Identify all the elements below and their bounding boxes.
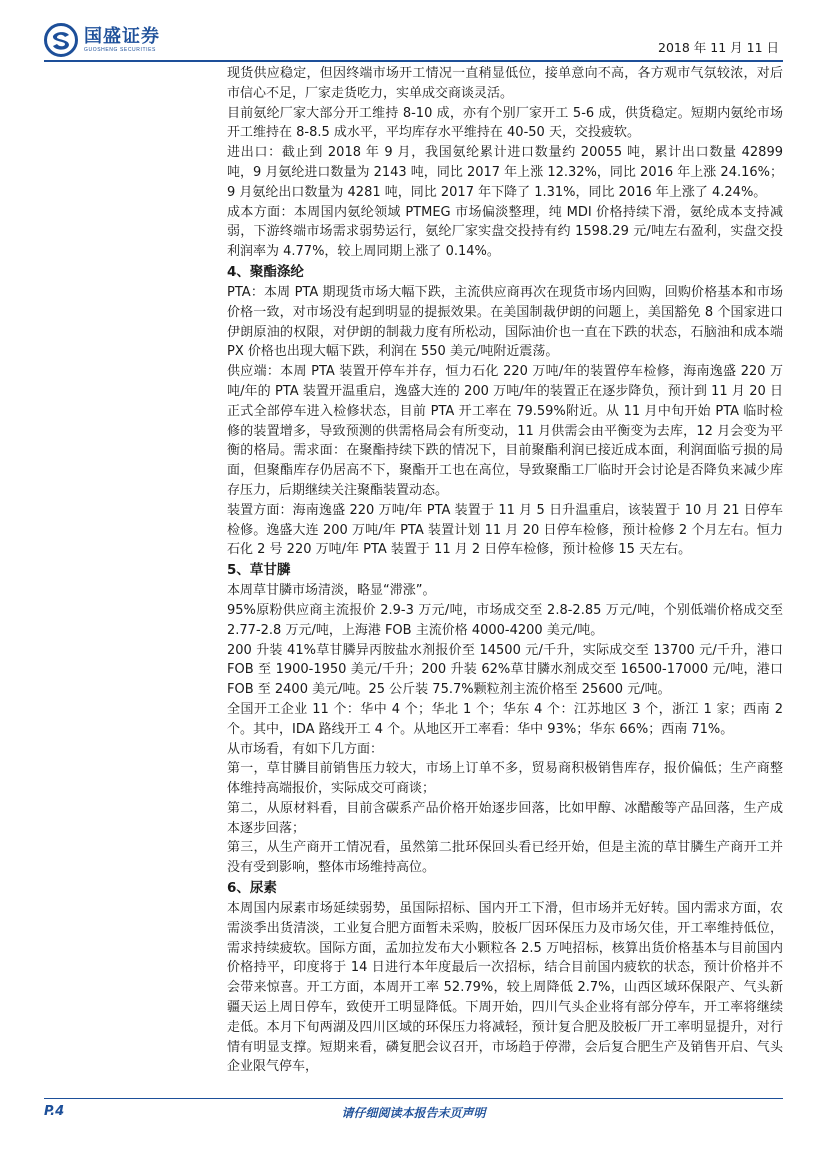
section-heading: 5、草甘膦 <box>227 562 291 579</box>
section-heading: 4、聚酯涤纶 <box>227 263 304 280</box>
paragraph: 第二，从原材料看，目前含碳系产品价格开始逐步回落，比如甲醇、冰醋酸等产品回落，生产成本逐步回落； <box>227 800 783 836</box>
header-divider <box>44 60 783 62</box>
paragraph: 全国开工企业 11 个：华中 4 个；华北 1 个；华东 4 个：江苏地区 3 个，浙江 1 家；西南 2 个。其中，IDA 路线开工 4 个。从地区开工率看：华中 93%；华东 66%；西南 71%。 <box>227 701 783 737</box>
logo-chinese-name: 国盛证券 <box>84 25 160 47</box>
paragraph: 200 升装 41%草甘膦异丙胺盐水剂报价至 14500 元/千升，实际成交至 13700 元/千升，港口 FOB 至 1900-1950 美元/千升；200 升装 62%草甘膦水剂成交至 16500-17000 元/吨，港口 FOB 至 2400 美元/吨。25 公斤装 75.7%颗粒剂主流价格至 25600 元/吨。 <box>227 642 783 698</box>
paragraph: 本周草甘膦市场清淡，略显“滞涨”。 <box>227 583 436 599</box>
logo-english-name: GUOSHENG SECURITIES <box>84 46 156 53</box>
paragraph: 目前氨纶厂家大部分开工维持 8-10 成，亦有个别厂家开工 5-6 成，供货稳定。短期内氨纶市场开工维持在 8-8.5 成水平，平均库存水平维持在 40-50 天，交投疲软。 <box>227 105 783 141</box>
paragraph: 第一，草甘膦目前销售压力较大，市场上订单不多，贸易商积极销售库存，报价偏低；生产商整体维持高端报价，实际成交可商谈； <box>227 761 783 797</box>
paragraph: PTA：本周 PTA 期现货市场大幅下跌，主流供应商再次在现货市场内回购，回购价格基本和市场价格一致，对市场没有起到明显的提振效果。在美国制裁伊朗的问题上，美国豁免 8 个国家进口伊朗原油的权限，对伊朗的制裁力度有所松动，国际油价也一直在下跌的状态，石脑油和成本端 PX 价格也出现大幅下跌，利润在 550 美元/吨附近震荡。 <box>227 284 783 360</box>
report-date: 2018 年 11 月 11 日 <box>658 40 779 55</box>
company-logo <box>44 22 160 58</box>
section-heading: 6、尿素 <box>227 880 277 897</box>
paragraph: 本周国内尿素市场延续弱势，虽国际招标、国内开工下滑，但市场并无好转。国内需求方面，农需淡季出货清淡，工业复合肥方面暂未采购，胶板厂因环保压力及市场欠佳，开工率维持低位，需求持续疲软。国际方面，孟加拉发布大小颗粒各 2.5 万吨招标，核算出货价格基本与目前国内价格持平，印度将于 14 日进行本年度最后一次招标，结合目前国内疲软的状态，预计价格并不会带来惊喜。开工方面，本周开工率 52.79%，较上周降低 2.7%，山西区域环保限产、气头新疆天运上周日停车，致使开工明显降低。下周开始，四川气头企业将有部分停车，开工率将继续走低。本月下旬两湖及四川区域的环保压力将减轻，预计复合肥及胶板厂开工率明显提升，对行情有明显支撑。短期来看，磷复肥会议召开，市场趋于停滞，会后复合肥生产及销售开启、气头企业限气停车， <box>227 901 783 1075</box>
paragraph: 装置方面：海南逸盛 220 万吨/年 PTA 装置于 11 月 5 日升温重启，该装置于 10 月 21 日停车检修。逸盛大连 200 万吨/年 PTA 装置计划 11 月 20 日停车检修，预计检修 2 个月左右。恒力石化 2 号 220 万吨/年 PTA 装置于 11 月 2 日停车检修，预计检修 15 天左右。 <box>227 502 783 558</box>
footer-divider <box>44 1098 783 1099</box>
guosheng-logo-icon <box>44 23 78 57</box>
footer-disclaimer: 请仔细阅读本报告末页声明 <box>341 1106 486 1120</box>
paragraph: 进出口：截止到 2018 年 9 月，我国氨纶累计进口数量约 20055 吨，累计出口数量 42899 吨，9 月氨纶进口数量为 2143 吨，同比 2017 年上涨 12.32%，同比 2016 年上涨 24.16%；9 月氨纶出口数量为 4281 吨，同比 2017 年下降了 1.31%，同比 2016 年上涨了 4.24%。 <box>227 145 783 200</box>
paragraph: 现货供应稳定，但因终端市场开工情况一直稍显低位，接单意向不高，各方观市气氛较浓，对后市信心不足，厂家走货吃力，实单成交商谈灵活。 <box>227 66 783 101</box>
paragraph: 成本方面：本周国内氨纶领域 PTMEG 市场偏淡整理，纯 MDI 价格持续下滑，氨纶成本支持减弱，下游终端市场需求弱势运行，氨纶厂家实盘交投持有约 1598.29 元/吨左右盈利，实盘交投利润率为 4.77%，较上周同期上涨了 0.14%。 <box>227 204 783 260</box>
report-body <box>227 64 783 1077</box>
page-number: P.4 <box>44 1104 65 1119</box>
paragraph: 供应端：本周 PTA 装置开停车并存，恒力石化 220 万吨/年的装置停车检修，海南逸盛 220 万吨/年的 PTA 装置开温重启，逸盛大连的 200 万吨/年的装置正在逐步降负，预计到 11 月 20 日正式全部停车进入检修状态，目前 PTA 开工率在 79.59%附近。从 11 月中旬开始 PTA 临时检修的装置增多，导致预测的供需格局会有所变动，11 月供需会由平衡变为去库，12 月会变为平衡的格局。需求面：在聚酯持续下跌的情况下，目前聚酯利润已接近成本面，利润面临亏损的局面，但聚酯库存仍居高不下，聚酯开工也在高位，导致聚酯工厂临时开会讨论是否降负来减少库存压力，后期继续关注聚酯装置动态。 <box>227 364 783 498</box>
paragraph: 95%原粉供应商主流报价 2.9-3 万元/吨，市场成交至 2.8-2.85 万元/吨，个别低端价格成交至 2.77-2.8 万元/吨，上海港 FOB 主流价格 4000-4200 美元/吨。 <box>227 602 783 638</box>
page-header <box>0 0 827 66</box>
paragraph: 从市场看，有如下几方面： <box>227 741 384 757</box>
paragraph: 第三，从生产商开工情况看，虽然第二批环保回头看已经开始，但是主流的草甘膦生产商开工并没有受到影响，整体市场维持高位。 <box>227 840 783 876</box>
